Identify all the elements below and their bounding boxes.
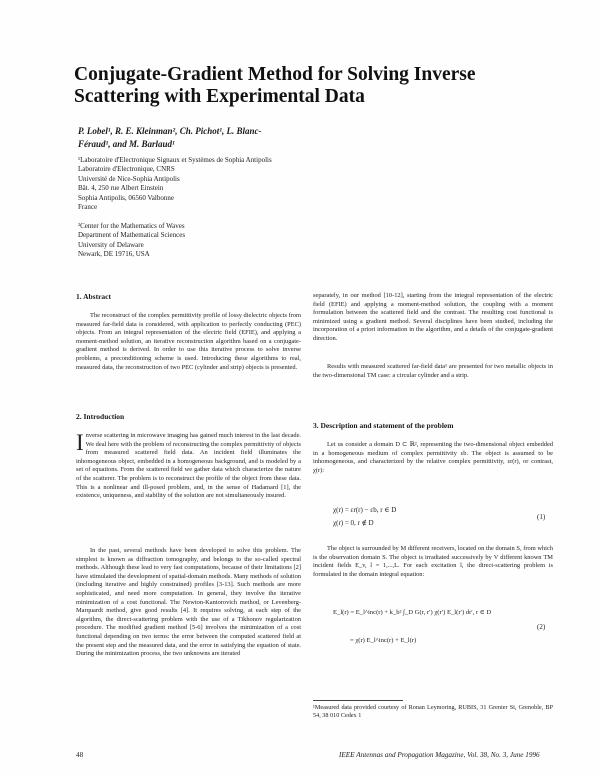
affiliation-1-line: Sophia Antipolis, 06560 Valbonne: [78, 193, 174, 202]
drop-cap: I: [76, 432, 84, 455]
description-paragraph-1: Let us consider a domain D ⊂ ℝ², representing the two-dimensional object embedded in a homogeneous medium of complex permittivity εb. The object is assumed to be inhomogeneous, and characterized by the relative complex permittivity, εr(r), or contrast, χ(r):: [313, 441, 553, 474]
right-column-paragraph-2: Results with measured scattered far-field data¹ are presented for two metallic objects in the two-dimensional TM case: a circular cylinder and a strip.: [313, 363, 553, 379]
affiliation-2-line: University of Delaware: [78, 240, 144, 249]
journal-citation: IEEE Antennas and Propagation Magazine, Vol. 38, No. 3, June 1996: [339, 751, 540, 759]
equation-2-line-1: E_l(r) = E_l^inc(r) + k_b² ∫_D G(r, r′) χ(r′) E_l(r′) dr′, r ∈ D: [333, 609, 492, 616]
equation-2-number: (2): [537, 623, 546, 631]
equation-1-number: (1): [537, 513, 546, 521]
authors-line-1: P. Lobel¹, R. E. Kleinman², Ch. Pichot¹, L. Blanc-: [78, 126, 262, 136]
abstract-heading: 1. Abstract: [76, 292, 111, 301]
page-number: 48: [76, 751, 84, 759]
affiliation-1: [78, 156, 272, 212]
introduction-paragraph-1: [76, 432, 301, 535]
affiliation-1-line: France: [78, 203, 98, 212]
affiliation-1-line: Université de Nice-Sophia Antipolis: [78, 174, 180, 183]
equation-1-line-1: χ(r) = εr(r) − εb, r ∈ D: [333, 506, 397, 514]
title-line-1: Conjugate-Gradient Method for Solving Inverse: [74, 64, 476, 85]
article-title: [74, 64, 534, 108]
affiliation-2: [78, 222, 185, 260]
description-paragraph-2: The object is surrounded by M different receivers, located on the domain S, from which is the observation domain S. The object is irradiated successively by V different known TM incident fields E_v, l = 1,...,L. For each excitation l, the direct-scattering problem is formulated in the domain integral equation:: [313, 545, 553, 578]
equation-2-line-2: = χ(r) E_l^inc(r) + E_l(r): [350, 637, 417, 644]
author-list: [78, 125, 303, 150]
affiliation-1-line: Bât. 4, 250 rue Albert Einstein: [78, 184, 164, 193]
footnote-rule: [313, 700, 403, 701]
introduction-paragraph-2: In the past, several methods have been developed to solve this problem. The simplest is known as diffraction tomography, and belongs to the so-called spectral methods. Although these lead to very fast computations, because of their limitations [2] have stimulated the development of spatial-domain methods. Many methods of solution (including iterative and highly constrained) profiles [3-13]. Such methods are more sophisticated, and need more computation. In general, they involve the iterative minimization of a cost functional. The Newton-Kantorovich method, or Levenberg-Marquardt method, give good results [4]. It requires solving, at each step of the algorithm, the direct-scattering problem with the use of a Tikhonov regularization procedure. The modified gradient method [5-6] involves the minimization of a cost functional depending on two terms: the error between the computed scattered field at the present step and the measured data, and the error in satisfying the equation of state. During the minimization process, the two unknowns are iterated: [76, 547, 301, 658]
affiliation-1-line: ¹Laboratoire d'Electronique Signaux et Systèmes de Sophia Antipolis: [78, 156, 272, 164]
introduction-text: nverse scattering in microwave imaging has gained much interest in the last decade. We deal here with the problem of reconstructing the complex permittivity of objects from measured scattered field data. An incident field illuminates the inhomogeneous object, embedded in a homogeneous background, and is modeled by a set of equations. From the scattered field we gather data which characterize the nature of the scatterer. The problem is to reconstruct the profile of the object from these data. This is a nonlinear and ill-posed problem, and, in the sense of Hadamard [1], the existence, uniqueness, and stability of the solution are not simultaneously insured.: [76, 432, 301, 500]
authors-line-2: Féraud¹, and M. Barlaud¹: [78, 138, 175, 149]
affiliation-1-line: Laboratoire d'Electronique, CNRS: [78, 165, 175, 174]
abstract-text: The reconstruct of the complex permittivity profile of lossy dielectric objects from measured far-field data is considered, with application to perfectly conducting (PEC) objects. From an integral representation of the electric field (EFIE), and applying a moment-method solution, an iterative reconstruction algorithm based on a conjugate-gradient method is derived. In order to use this iterative process to solve inverse problems, a preconditioning scheme is used. Introducing these algorithms to real, measured data, the reconstruction of two PEC (cylinder and strip) objects is presented.: [76, 312, 301, 371]
footnote: ¹Measured data provided courtesy of Ronan Leymoring, RUBIS, 31 Grenier St, Grenoble, BP 54, 38 010 Cedex 1: [313, 704, 553, 720]
affiliation-2-line: Department of Mathematical Sciences: [78, 231, 186, 240]
affiliation-2-line: ²Center for the Mathematics of Waves: [78, 222, 185, 230]
introduction-heading: 2. Introduction: [76, 412, 125, 421]
description-heading: 3. Description and statement of the problem: [313, 421, 454, 430]
right-column-continuation: separately, in our method [10-12], starting from the integral representation of the electric field (EFIE) and applying a moment-method solution, the coupling with a moment formulation between the scattered field and the contrast. The resulting cost functional is minimized using a gradient method. Several disciplines have been studied, including the incorporation of a priori information in the algorithm, and a details of the conjugate-gradient direction.: [313, 292, 553, 342]
title-line-2: Scattering with Experimental Data: [74, 86, 365, 107]
affiliation-2-line: Newark, DE 19716, USA: [78, 250, 150, 259]
equation-1-line-2: χ(r) = 0, r ∉ D: [333, 519, 374, 527]
